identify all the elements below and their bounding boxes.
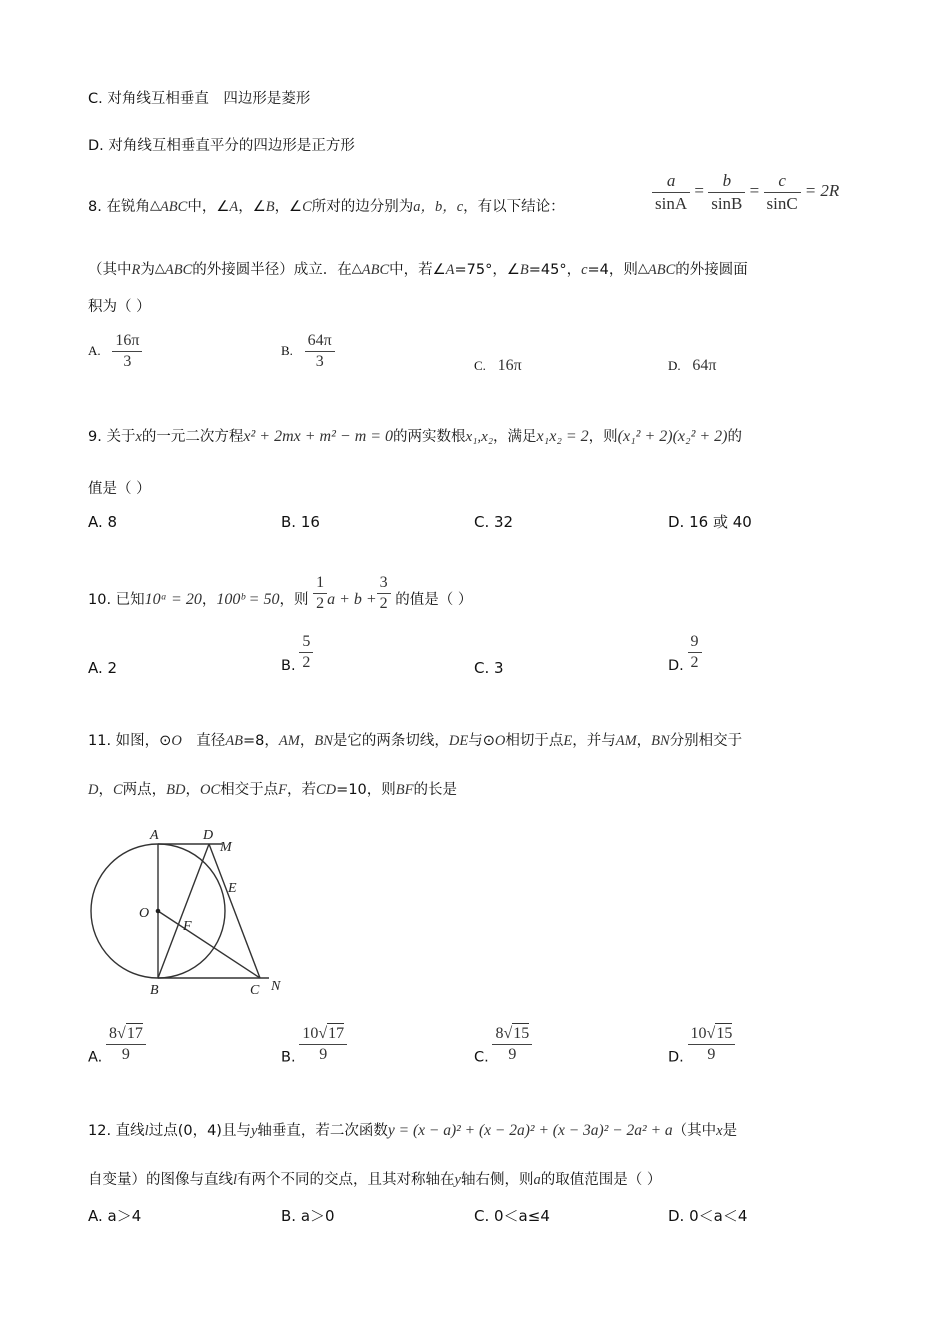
label-b: B (150, 983, 159, 998)
q8-var: B (265, 199, 275, 215)
q8-var: C (302, 199, 312, 215)
q8-option-d[interactable]: D. 64π (668, 357, 717, 374)
q10-option-a[interactable]: A. 2 (88, 659, 118, 677)
triangle-icon: △ (154, 261, 165, 276)
q9-line1: 9. 关于x的一元二次方程x² + 2mx + m² − m = 0的两实数根x₁,x₂，满足x₁x₂ = 2，则(x₁² + 2)(x₂² + 2)的 (88, 428, 742, 445)
q8-eq: = 2R (804, 181, 840, 201)
q12-function: y = (x − a)² + (x − 2a)² + (x − 3a)² − 2a² + a (387, 1122, 673, 1139)
q9-equation: x² + 2mx + m² − m = 0 (243, 428, 394, 445)
q11-option-b[interactable]: B. $\frac{10√17}{9}$ (281, 1023, 347, 1067)
q8-abc: ABC (159, 199, 188, 215)
q8-text: ，∠ (238, 199, 266, 215)
triangle-icon: △ (637, 261, 648, 276)
q8-text: ，∠ (274, 199, 303, 215)
label-n: N (271, 979, 281, 994)
center-point (156, 909, 161, 914)
q10-option-b[interactable]: B. $\frac{5}{2}$ (281, 632, 313, 676)
label-e: E (228, 881, 237, 896)
q8-option-a[interactable]: A. $\frac{16\pi}{3}$ (88, 331, 142, 372)
label-a: A (150, 828, 159, 843)
q8-line1 (88, 196, 565, 217)
q12-option-a[interactable]: A. a＞4 (88, 1207, 142, 1225)
q12-line1: 12. 直线l过点(0，4)且与y轴垂直，若二次函数y = (x − a)² + (x − 2a)² + (x − 3a)² − 2a² + a（其中x是 (88, 1122, 738, 1139)
label-f: F (183, 919, 192, 934)
q11-option-d[interactable]: D. $\frac{10√15}{9}$ (668, 1023, 735, 1067)
q8-option-b[interactable]: B. $\frac{64\pi}{3}$ (281, 331, 335, 372)
q8-line2: （其中R为△ABC的外接圆半径）成立．在△ABC中，若∠A=75°，∠B=45°，c=4，则△ABC的外接圆面 (88, 261, 748, 278)
q8-text: 中，∠ (187, 199, 230, 215)
q10-option-c[interactable]: C. 3 (474, 659, 504, 677)
q12-option-d[interactable]: D. 0＜a＜4 (668, 1207, 748, 1225)
line-bd (158, 844, 209, 978)
q9-option-b[interactable]: B. 16 (281, 513, 320, 531)
option-c-prev: C. 对角线互相垂直 四边形是菱形 (88, 91, 311, 107)
option-d-prev: D. 对角线互相垂直平分的四边形是正方形 (88, 138, 355, 154)
q12-line2: 自变量）的图像与直线l有两个不同的交点，且其对称轴在y轴右侧，则a的取值范围是（ ） (88, 1172, 662, 1188)
q11-line1: 11. 如图，⊙O 直径AB=8，AM，BN是它的两条切线，DE与⊙O相切于点E，并与AM，BN分别相交于 (88, 733, 743, 749)
q9-option-a[interactable]: A. 8 (88, 513, 118, 531)
q8-text: ，有以下结论： (463, 199, 565, 215)
q8-text: 所对的边分别为 (311, 199, 414, 215)
q12-option-c[interactable]: C. 0＜a≤4 (474, 1207, 550, 1225)
q10-line1: 10. 已知10ᵃ = 20，100ᵇ = 50，则 $\frac{1}{2}$ a + b + $\frac{3}{2}$ 的值是（ ） (88, 574, 473, 612)
q9-option-c[interactable]: C. 32 (474, 513, 514, 531)
q8-frac-b: $\frac{b}{\sin B}$ (708, 170, 745, 215)
q9-line2: 值是（ ） (88, 481, 151, 497)
q9-option-d[interactable]: D. 16 或 40 (668, 513, 752, 531)
label-d: D (203, 828, 214, 843)
q11-geometry-figure (84, 822, 304, 1000)
line-oc (158, 911, 260, 978)
q10-option-d[interactable]: D. $\frac{9}{2}$ (668, 632, 702, 676)
q8-frac-a: $\frac{a}{\sin A}$ (652, 170, 690, 215)
q8-frac-c: $\frac{c}{\sin C}$ (764, 170, 801, 215)
line-dc (209, 844, 260, 978)
triangle-icon: △ (149, 198, 160, 213)
q8-var: A (229, 199, 239, 215)
q11-option-a[interactable]: A. $\frac{8√17}{9}$ (88, 1023, 146, 1067)
q12-option-b[interactable]: B. a＞0 (281, 1207, 335, 1225)
q8-line3: 积为（ ） (88, 299, 151, 315)
q8-option-c[interactable]: C. 16π (474, 357, 522, 374)
label-c: C (250, 983, 260, 998)
label-o: O (139, 906, 150, 921)
q8-text: 8. 在锐角 (88, 199, 150, 215)
q8-vars: a，b，c (413, 199, 464, 215)
q11-line2: D，C两点，BD，OC相交于点F，若CD=10，则BF的长是 (88, 782, 457, 798)
label-m: M (220, 840, 232, 855)
q8-law-of-sines: $\frac{a}{\sin A}$ = $\frac{b}{\sin B}$ = $\frac{c}{\sin C}$ = 2R (652, 170, 839, 215)
q11-option-c[interactable]: C. $\frac{8√15}{9}$ (474, 1023, 532, 1067)
triangle-icon: △ (351, 261, 362, 276)
